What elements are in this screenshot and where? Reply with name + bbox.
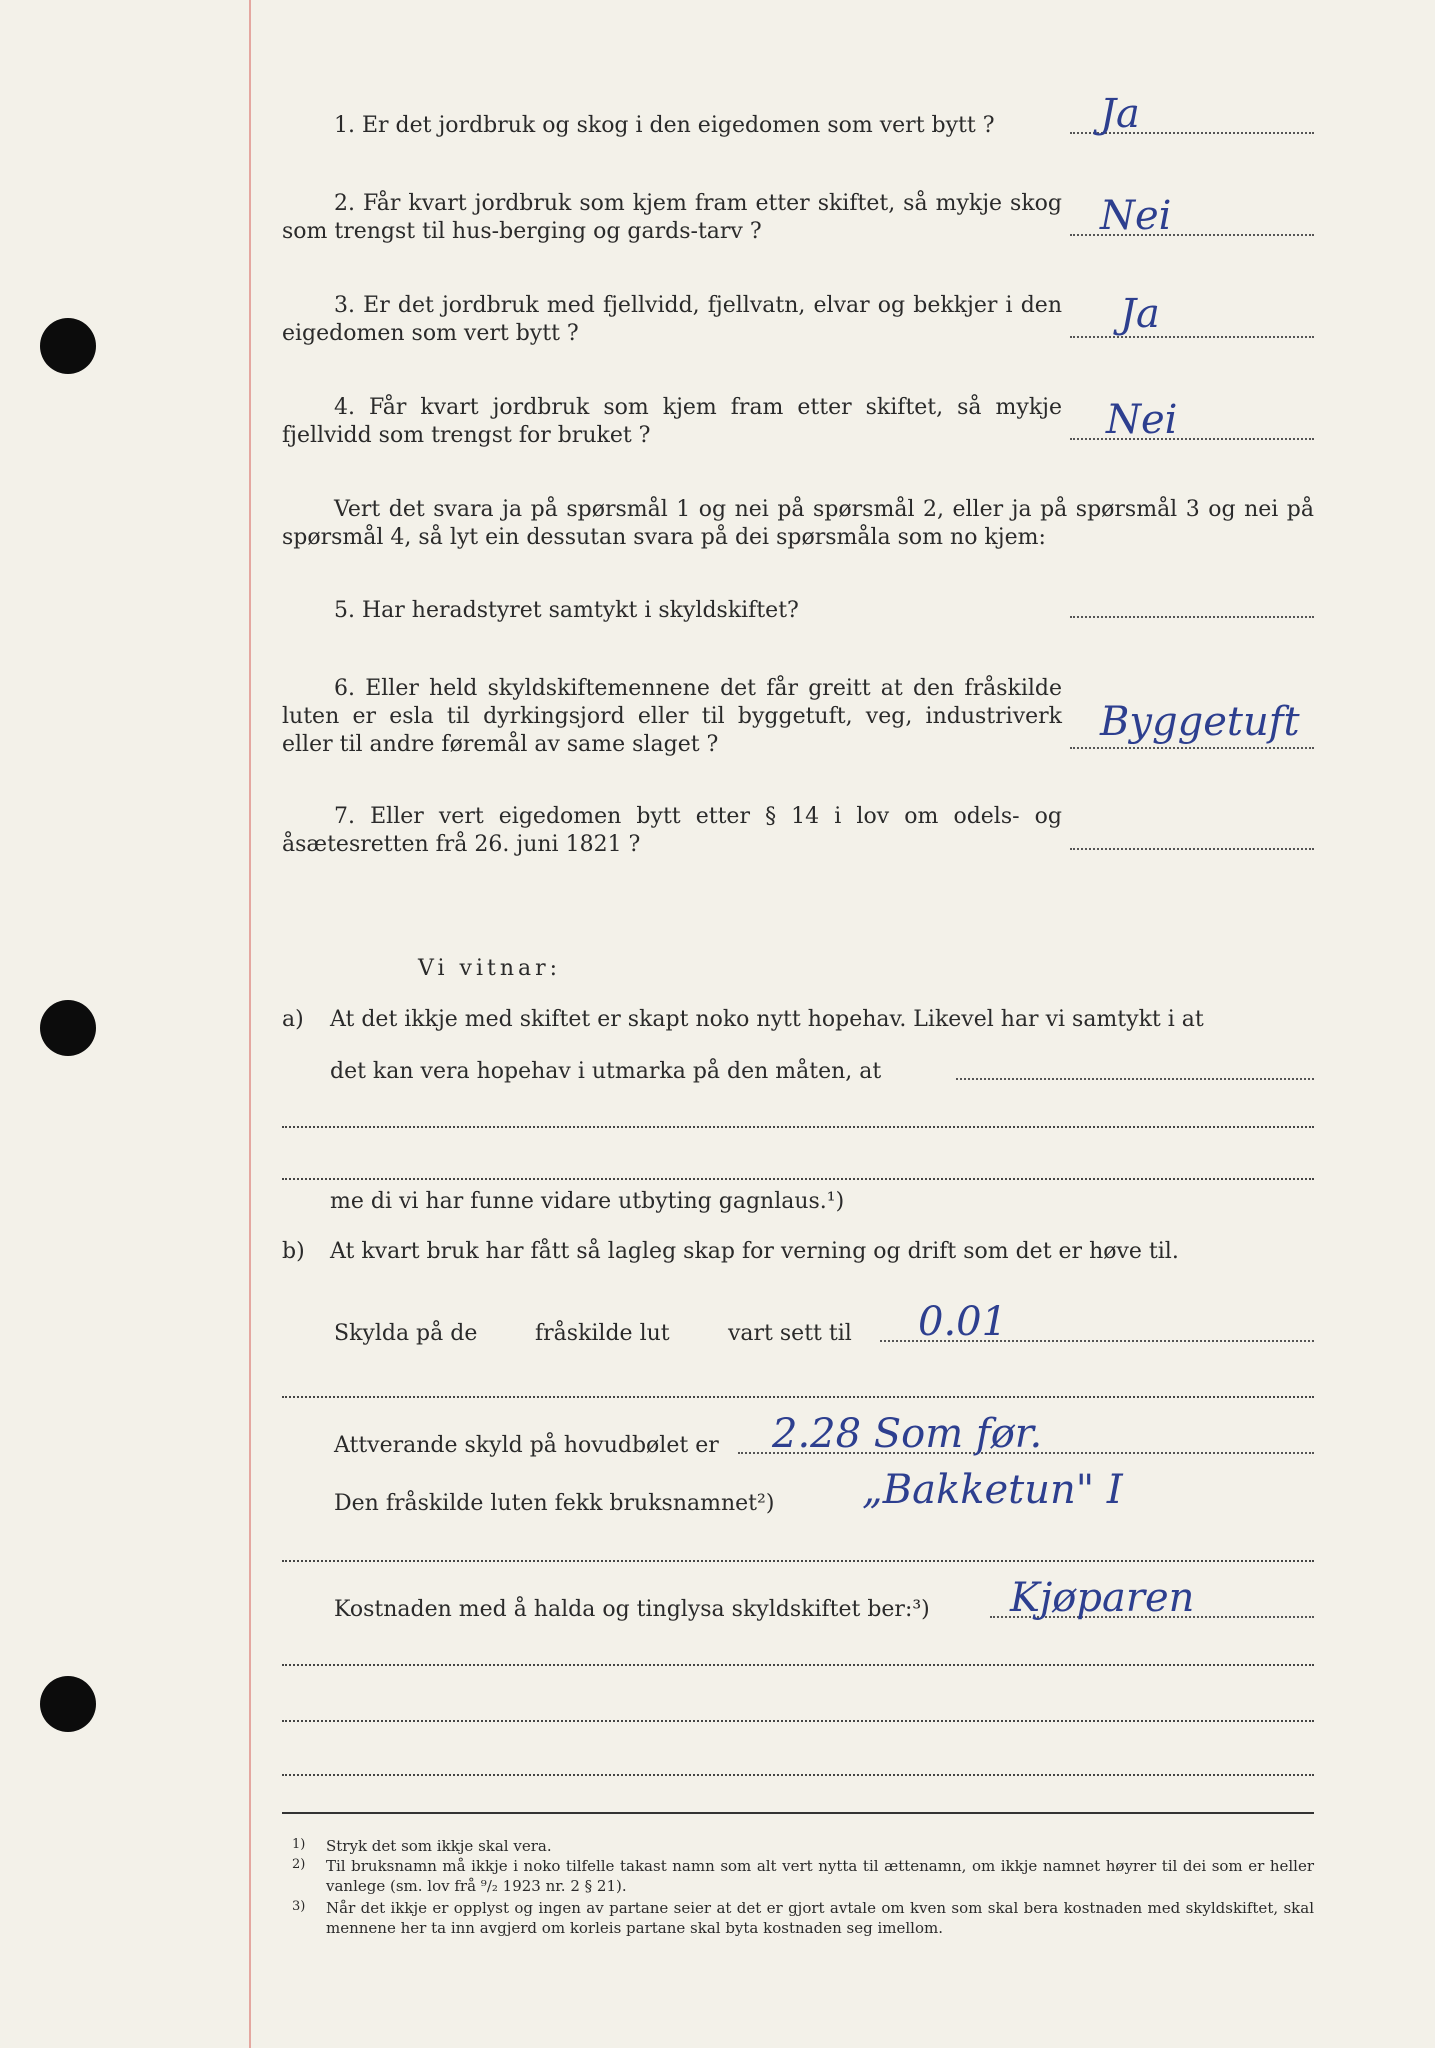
footnote-2-num: 2) (292, 1857, 306, 1872)
answer-line-5[interactable] (1070, 616, 1314, 618)
answer-line-6[interactable] (1070, 747, 1314, 749)
answer-line-3[interactable] (1070, 336, 1314, 338)
question-5: 5. Har heradstyret samtykt i skyldskiftet? (334, 598, 799, 623)
hopehav-line-3[interactable] (282, 1178, 1314, 1180)
footnote-2: Til bruksnamn må ikkje i noko tilfelle takast namn som alt vert nytta til ættenamn, om ikkje namnet høyrer til dei som er heller vanlege (sm. lov frå ⁹/₂ 1923 nr. 2 § 21). (326, 1857, 1314, 1895)
kostnad-line-2[interactable] (282, 1664, 1314, 1666)
witness-a-end: me di vi har funne vidare utbyting gagnlaus.¹) (330, 1189, 845, 1214)
witness-heading: Vi vitnar: (418, 956, 562, 981)
question-1: 1. Er det jordbruk og skog i den eigedomen som vert bytt ? (334, 113, 995, 138)
skyld-value: 0.01 (918, 1299, 1008, 1345)
margin-line (249, 0, 251, 2048)
attverande-label: Attverande skyld på hovudbølet er (334, 1433, 719, 1458)
answer-1: Ja (1100, 91, 1140, 137)
witness-b-label: b) (282, 1239, 305, 1264)
punch-hole (40, 1676, 96, 1732)
question-3: 3. Er det jordbruk med fjellvidd, fjellvatn, elvar og bekkjer i den eigedomen som vert bytt ? (282, 293, 1062, 346)
footnote-3-num: 3) (292, 1899, 306, 1914)
witness-b-line: At kvart bruk har fått så lagleg skap for verning og drift som det er høve til. (330, 1239, 1179, 1264)
witness-a-line1: At det ikkje med skiftet er skapt noko nytt hopehav. Likevel har vi samtykt i at (330, 1007, 1204, 1032)
punch-hole (40, 318, 96, 374)
kostnad-line-4[interactable] (282, 1774, 1314, 1776)
question-4: 4. Får kvart jordbruk som kjem fram etter skiftet, så mykje fjellvidd som trengst for bruket ? (282, 395, 1062, 448)
answer-3: Ja (1120, 291, 1160, 337)
answer-2: Nei (1100, 193, 1172, 239)
witness-a-line2: det kan vera hopehav i utmarka på den måten, at (330, 1059, 882, 1084)
question-7: 7. Eller vert eigedomen bytt etter § 14 i lov om odels- og åsætesretten frå 26. juni 1821 ? (282, 804, 1062, 857)
attverande-value: 2.28 Som før. (772, 1411, 1043, 1457)
skyld-line-2[interactable] (282, 1396, 1314, 1398)
footnote-1: Stryk det som ikkje skal vera. (326, 1837, 552, 1855)
footnote-rule (282, 1812, 1314, 1814)
footnote-1-num: 1) (292, 1837, 306, 1852)
bruksnamn-value: „Bakketun" I (862, 1467, 1123, 1513)
footnote-3: Når det ikkje er opplyst og ingen av partane seier at det er gjort avtale om kven som skal bera kostnaden med skyldskiftet, skal mennene her ta inn avgjerd om korleis partane skal byta kostnaden seg imellom. (326, 1899, 1314, 1937)
skyld-label-1: Skylda på de (334, 1321, 478, 1346)
answer-line-7[interactable] (1070, 848, 1314, 850)
question-2: 2. Får kvart jordbruk som kjem fram etter skiftet, så mykje skog som trengst til hus-berging og gards-tarv ? (282, 191, 1062, 244)
punch-hole (40, 1000, 96, 1056)
bruksnamn-label: Den fråskilde luten fekk bruksnamnet²) (334, 1491, 775, 1516)
bruksnamn-line-2[interactable] (282, 1560, 1314, 1562)
kostnad-line-3[interactable] (282, 1720, 1314, 1722)
kostnad-value: Kjøparen (1010, 1575, 1195, 1621)
answer-6: Byggetuft (1100, 699, 1300, 745)
skyld-label-3: vart sett til (728, 1321, 852, 1346)
hopehav-line-1[interactable] (956, 1078, 1314, 1080)
skyld-label-2: fråskilde lut (535, 1321, 670, 1346)
instruction-text: Vert det svara ja på spørsmål 1 og nei på spørsmål 2, eller ja på spørsmål 3 og nei på spørsmål 4, så lyt ein dessutan svara på dei spørsmåla som no kjem: (282, 497, 1314, 550)
hopehav-line-2[interactable] (282, 1126, 1314, 1128)
question-6: 6. Eller held skyldskiftemennene det får greitt at den fråskilde luten er esla til dyrkingsjord eller til byggetuft, veg, industriverk eller til andre føremål av same slaget ? (282, 676, 1062, 757)
witness-a-label: a) (282, 1007, 304, 1032)
answer-4: Nei (1106, 397, 1178, 443)
kostnad-label: Kostnaden med å halda og tinglysa skyldskiftet ber:³) (334, 1597, 930, 1622)
